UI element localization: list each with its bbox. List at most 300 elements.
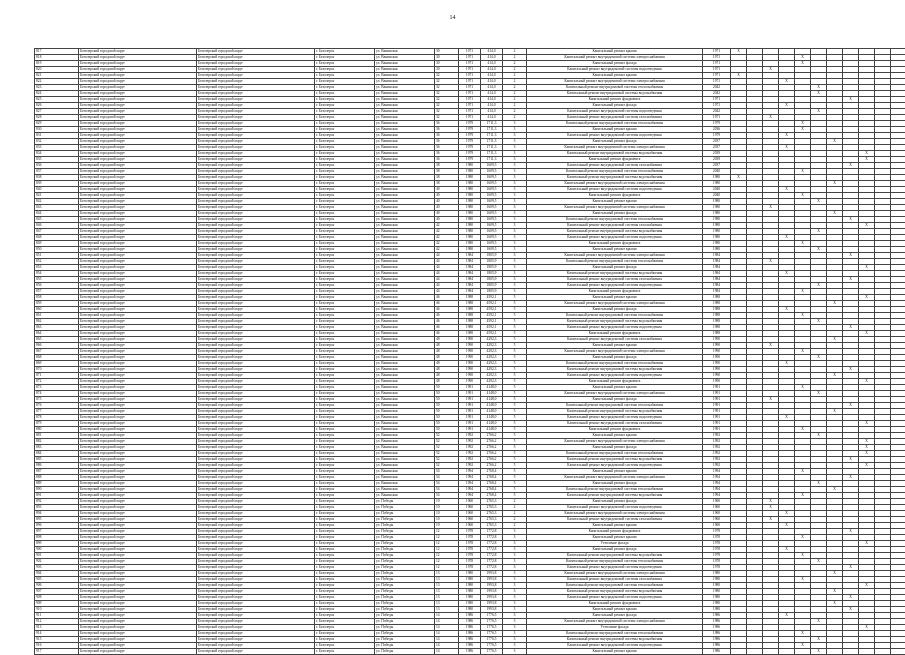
- work-type-cell: Капитальный ремонт внутридомовой системы теплоснабжения: [527, 169, 703, 175]
- work-type-cell: Капитальный ремонт фасада: [527, 211, 703, 217]
- area-cell: 4592,1: [481, 307, 503, 313]
- municipality-cell: Белозерский городской округ: [79, 301, 197, 307]
- work-type-cell: Капитальный ремонт внутридомовой системы водоотведения: [527, 187, 703, 193]
- build-year-cell: 1992: [459, 439, 481, 445]
- mark-cell: X: [843, 475, 859, 481]
- row-number: 845: [35, 217, 79, 223]
- mark-cell: X: [795, 469, 811, 475]
- municipality-cell: Белозерский городской округ: [79, 595, 197, 601]
- row-number: 873: [35, 385, 79, 391]
- repair-year-cell: 1984: [703, 283, 731, 289]
- repair-year-cell: 2042: [703, 91, 731, 97]
- mark-cell: X: [795, 313, 811, 319]
- row-number: 841: [35, 193, 79, 199]
- repair-year-cell: 1978: [703, 529, 731, 535]
- town-cell: г. Белозерск: [315, 121, 375, 127]
- municipality-cell: Белозерский городской округ: [197, 487, 315, 493]
- town-cell: г. Белозерск: [315, 325, 375, 331]
- municipality-cell: Белозерский городской округ: [79, 313, 197, 319]
- floors-cell: 3: [503, 535, 527, 541]
- work-type-cell: Капитальный ремонт внутридомовой системы водоснабжения: [527, 91, 703, 97]
- town-cell: г. Белозерск: [315, 241, 375, 247]
- street-cell: ул. Ванинская: [375, 187, 435, 193]
- mark-cell: X: [827, 409, 843, 415]
- floors-cell: 2: [503, 97, 527, 103]
- build-year-cell: 1994: [459, 469, 481, 475]
- mark-cell: [731, 649, 747, 655]
- floors-cell: 5: [503, 487, 527, 493]
- repair-year-cell: 1980: [703, 601, 731, 607]
- row-number: 839: [35, 181, 79, 187]
- mark-cell: X: [779, 103, 795, 109]
- area-cell: 1993,8: [481, 583, 503, 589]
- build-year-cell: 1992: [459, 433, 481, 439]
- house-number-cell: 10: [435, 505, 459, 511]
- town-cell: г. Белозерск: [315, 409, 375, 415]
- repair-year-cell: 1960: [703, 499, 731, 505]
- floors-cell: 5: [503, 343, 527, 349]
- repair-year-cell: 1980: [703, 181, 731, 187]
- mark-cell: X: [795, 427, 811, 433]
- floors-cell: 5: [503, 319, 527, 325]
- work-type-cell: Капитальный ремонт крыши: [527, 247, 703, 253]
- municipality-cell: Белозерский городской округ: [79, 631, 197, 637]
- build-year-cell: 1979: [459, 121, 481, 127]
- work-type-cell: Капитальный ремонт внутридомовой системы теплоснабжения: [527, 217, 703, 223]
- build-year-cell: 1992: [459, 445, 481, 451]
- street-cell: ул. Ванинская: [375, 331, 435, 337]
- work-type-cell: Капитальный ремонт внутридомовой системы электроснабжения: [527, 145, 703, 151]
- town-cell: г. Белозерск: [315, 505, 375, 511]
- municipality-cell: Белозерский городской округ: [79, 505, 197, 511]
- street-cell: ул. Ванинская: [375, 373, 435, 379]
- municipality-cell: Белозерский городской округ: [79, 547, 197, 553]
- build-year-cell: 1971: [459, 79, 481, 85]
- mark-cell: X: [843, 97, 859, 103]
- work-type-cell: Капитальный ремонт внутридомовой системы водоотведения: [527, 67, 703, 73]
- area-cell: 4592,1: [481, 331, 503, 337]
- house-number-cell: 50: [435, 415, 459, 421]
- work-type-cell: Капитальный ремонт внутридомовой системы водоотведения: [527, 373, 703, 379]
- build-year-cell: 1979: [459, 127, 481, 133]
- house-number-cell: 50: [435, 391, 459, 397]
- floors-cell: 3: [503, 133, 527, 139]
- municipality-cell: Белозерский городской округ: [79, 115, 197, 121]
- house-number-cell: 50: [435, 397, 459, 403]
- municipality-cell: Белозерский городской округ: [197, 499, 315, 505]
- repair-year-cell: 1980: [703, 595, 731, 601]
- repair-year-cell: 2042: [703, 109, 731, 115]
- municipality-cell: Белозерский городской округ: [197, 229, 315, 235]
- house-number-cell: 48: [435, 361, 459, 367]
- floors-cell: 5: [503, 373, 527, 379]
- repair-year-cell: 1991: [703, 421, 731, 427]
- build-year-cell: 1984: [459, 265, 481, 271]
- work-type-cell: Капитальный ремонт внутридомовой системы водоснабжения: [527, 229, 703, 235]
- area-cell: 1776,5: [481, 619, 503, 625]
- repair-year-cell: 1990: [703, 355, 731, 361]
- work-type-cell: Капитальный ремонт внутридомовой системы водоснабжения: [527, 367, 703, 373]
- street-cell: ул. Победы: [375, 649, 435, 655]
- municipality-cell: Белозерский городской округ: [197, 241, 315, 247]
- row-number: 835: [35, 157, 79, 163]
- house-number-cell: 54: [435, 481, 459, 487]
- municipality-cell: Белозерский городской округ: [197, 631, 315, 637]
- floors-cell: 5: [503, 409, 527, 415]
- row-number: 858: [35, 295, 79, 301]
- mark-cell: X: [811, 355, 827, 361]
- floors-cell: 5: [503, 313, 527, 319]
- municipality-cell: Белозерский городской округ: [79, 499, 197, 505]
- street-cell: ул. Ванинская: [375, 337, 435, 343]
- street-cell: ул. Ванинская: [375, 313, 435, 319]
- build-year-cell: 1990: [459, 373, 481, 379]
- repair-year-cell: 2040: [703, 187, 731, 193]
- build-year-cell: 1994: [459, 493, 481, 499]
- municipality-cell: Белозерский городской округ: [79, 481, 197, 487]
- floors-cell: 3: [503, 157, 527, 163]
- row-number: 820: [35, 67, 79, 73]
- municipality-cell: Белозерский городской округ: [197, 199, 315, 205]
- repair-year-cell: 1980: [703, 199, 731, 205]
- town-cell: г. Белозерск: [315, 343, 375, 349]
- floors-cell: 2: [503, 115, 527, 121]
- municipality-cell: Белозерский городской округ: [79, 205, 197, 211]
- floors-cell: 5: [503, 403, 527, 409]
- municipality-cell: Белозерский городской округ: [197, 115, 315, 121]
- mark-cell: X: [811, 229, 827, 235]
- area-cell: 2768,4: [481, 475, 503, 481]
- repair-year-cell: 1980: [703, 577, 731, 583]
- town-cell: г. Белозерск: [315, 601, 375, 607]
- build-year-cell: 1994: [459, 481, 481, 487]
- municipality-cell: Белозерский городской округ: [79, 109, 197, 115]
- floors-cell: 5: [503, 493, 527, 499]
- municipality-cell: Белозерский городской округ: [197, 649, 315, 655]
- build-year-cell: 1978: [459, 559, 481, 565]
- repair-year-cell: 1984: [703, 289, 731, 295]
- row-number: 864: [35, 331, 79, 337]
- street-cell: ул. Ванинская: [375, 385, 435, 391]
- house-number-cell: 38: [435, 181, 459, 187]
- mark-cell: X: [795, 385, 811, 391]
- mark-cell: X: [859, 445, 875, 451]
- town-cell: г. Белозерск: [315, 79, 375, 85]
- row-number: 843: [35, 205, 79, 211]
- town-cell: г. Белозерск: [315, 295, 375, 301]
- row-number: 901: [35, 553, 79, 559]
- work-type-cell: Капитальный ремонт фундамента: [527, 379, 703, 385]
- municipality-cell: Белозерский городской округ: [79, 397, 197, 403]
- mark-cell: X: [811, 559, 827, 565]
- street-cell: ул. Победы: [375, 517, 435, 523]
- area-cell: 1609,5: [481, 211, 503, 217]
- street-cell: ул. Ванинская: [375, 115, 435, 121]
- mark-cell: X: [795, 289, 811, 295]
- row-number: 880: [35, 427, 79, 433]
- repair-year-cell: 1994: [703, 469, 731, 475]
- house-number-cell: 52: [435, 463, 459, 469]
- mark-cell: X: [795, 121, 811, 127]
- build-year-cell: 1988: [459, 295, 481, 301]
- municipality-cell: Белозерский городской округ: [197, 157, 315, 163]
- row-number: 831: [35, 133, 79, 139]
- street-cell: ул. Ванинская: [375, 283, 435, 289]
- house-number-cell: 12: [435, 559, 459, 565]
- row-number: 837: [35, 169, 79, 175]
- work-type-cell: Капитальный ремонт внутридомовой системы водоотведения: [527, 133, 703, 139]
- table-row: [35, 649, 905, 655]
- mark-cell: X: [811, 433, 827, 439]
- build-year-cell: 1971: [459, 91, 481, 97]
- mark-cell: X: [763, 343, 779, 349]
- municipality-cell: Белозерский городской округ: [79, 541, 197, 547]
- row-number: 874: [35, 391, 79, 397]
- repair-year-cell: 1990: [703, 367, 731, 373]
- house-number-cell: 46: [435, 307, 459, 313]
- municipality-cell: Белозерский городской округ: [79, 157, 197, 163]
- municipality-cell: Белозерский городской округ: [197, 505, 315, 511]
- municipality-cell: Белозерский городской округ: [197, 517, 315, 523]
- work-type-cell: Капитальный ремонт внутридомовой системы водоснабжения: [527, 493, 703, 499]
- build-year-cell: 1979: [459, 151, 481, 157]
- area-cell: 4292,3: [481, 361, 503, 367]
- work-type-cell: Капитальный ремонт крыши: [527, 649, 703, 655]
- floors-cell: 5: [503, 301, 527, 307]
- municipality-cell: Белозерский городской округ: [79, 607, 197, 613]
- municipality-cell: Белозерский городской округ: [79, 379, 197, 385]
- repair-year-cell: 1991: [703, 391, 731, 397]
- street-cell: ул. Ванинская: [375, 379, 435, 385]
- row-number: 877: [35, 409, 79, 415]
- floors-cell: 2: [503, 91, 527, 97]
- street-cell: ул. Ванинская: [375, 427, 435, 433]
- work-type-cell: Капитальный ремонт внутридомовой системы газоснабжения: [527, 277, 703, 283]
- row-number: 894: [35, 511, 79, 517]
- repair-year-cell: 1986: [703, 643, 731, 649]
- repair-year-cell: 1988: [703, 319, 731, 325]
- build-year-cell: 1991: [459, 415, 481, 421]
- row-number: 884: [35, 451, 79, 457]
- repair-year-cell: 2040: [703, 193, 731, 199]
- work-type-cell: Капитальный ремонт фундамента: [527, 529, 703, 535]
- town-cell: г. Белозерск: [315, 253, 375, 259]
- row-number: 888: [35, 475, 79, 481]
- area-cell: 1609,5: [481, 241, 503, 247]
- floors-cell: 2: [503, 103, 527, 109]
- town-cell: г. Белозерск: [315, 337, 375, 343]
- street-cell: ул. Ванинская: [375, 61, 435, 67]
- build-year-cell: 1991: [459, 409, 481, 415]
- floors-cell: 3: [503, 643, 527, 649]
- build-year-cell: 1986: [459, 643, 481, 649]
- house-number-cell: 40: [435, 199, 459, 205]
- work-type-cell: Капитальный ремонт крыши: [527, 535, 703, 541]
- floors-cell: 3: [503, 187, 527, 193]
- work-type-cell: Капитальный ремонт внутридомовой системы газоснабжения: [527, 223, 703, 229]
- work-type-cell: Капитальный ремонт внутридомовой системы теплоснабжения: [527, 121, 703, 127]
- floors-cell: 3: [503, 265, 527, 271]
- build-year-cell: 1978: [459, 535, 481, 541]
- row-number: 865: [35, 337, 79, 343]
- town-cell: г. Белозерск: [315, 55, 375, 61]
- house-number-cell: 46: [435, 301, 459, 307]
- mark-cell: X: [731, 73, 747, 79]
- mark-cell: X: [811, 91, 827, 97]
- house-number-cell: 42: [435, 241, 459, 247]
- area-cell: 2766,2: [481, 463, 503, 469]
- mark-cell: X: [779, 523, 795, 529]
- municipality-cell: Белозерский городской округ: [79, 349, 197, 355]
- row-number: 895: [35, 517, 79, 523]
- area-cell: 414,0: [481, 115, 503, 121]
- mark-cell: X: [779, 547, 795, 553]
- work-type-cell: Утепление фасада: [527, 625, 703, 631]
- build-year-cell: 1971: [459, 49, 481, 55]
- build-year-cell: 1971: [459, 109, 481, 115]
- mark-cell: X: [811, 319, 827, 325]
- street-cell: ул. Ванинская: [375, 91, 435, 97]
- municipality-cell: Белозерский городской округ: [197, 301, 315, 307]
- mark-cell: X: [843, 565, 859, 571]
- floors-cell: 3: [503, 175, 527, 181]
- municipality-cell: Белозерский городской округ: [79, 475, 197, 481]
- build-year-cell: 1992: [459, 451, 481, 457]
- town-cell: г. Белозерск: [315, 493, 375, 499]
- mark-cell: X: [827, 487, 843, 493]
- build-year-cell: 1984: [459, 289, 481, 295]
- repair-year-cell: 1980: [703, 607, 731, 613]
- area-cell: 1609,5: [481, 163, 503, 169]
- row-number: 883: [35, 445, 79, 451]
- repair-year-cell: 1980: [703, 247, 731, 253]
- municipality-cell: Белозерский городской округ: [79, 73, 197, 79]
- repair-year-cell: 1971: [703, 67, 731, 73]
- municipality-cell: Белозерский городской округ: [79, 403, 197, 409]
- street-cell: ул. Ванинская: [375, 235, 435, 241]
- floors-cell: 3: [503, 271, 527, 277]
- row-number: 892: [35, 499, 79, 505]
- repair-year-cell: 1960: [703, 523, 731, 529]
- municipality-cell: Белозерский городской округ: [197, 577, 315, 583]
- work-type-cell: Капитальный ремонт внутридомовой системы теплоснабжения: [527, 559, 703, 565]
- street-cell: ул. Победы: [375, 535, 435, 541]
- repair-year-cell: 1990: [703, 361, 731, 367]
- municipality-cell: Белозерский городской округ: [197, 277, 315, 283]
- town-cell: г. Белозерск: [315, 403, 375, 409]
- municipality-cell: Белозерский городской округ: [79, 367, 197, 373]
- house-number-cell: 40: [435, 217, 459, 223]
- work-type-cell: Капитальный ремонт внутридомовой системы газоснабжения: [527, 115, 703, 121]
- street-cell: ул. Ванинская: [375, 109, 435, 115]
- row-number: 870: [35, 367, 79, 373]
- town-cell: г. Белозерск: [315, 313, 375, 319]
- mark-cell: X: [843, 607, 859, 613]
- repair-year-cell: 1988: [703, 331, 731, 337]
- street-cell: ул. Ванинская: [375, 307, 435, 313]
- municipality-cell: Белозерский городской округ: [79, 319, 197, 325]
- house-number-cell: 52: [435, 433, 459, 439]
- municipality-cell: Белозерский городской округ: [197, 169, 315, 175]
- repair-year-cell: 1990: [703, 379, 731, 385]
- street-cell: ул. Ванинская: [375, 121, 435, 127]
- house-number-cell: 32: [435, 115, 459, 121]
- floors-cell: 2: [503, 523, 527, 529]
- build-year-cell: 1988: [459, 319, 481, 325]
- mark-cell: X: [763, 505, 779, 511]
- area-cell: 1772,8: [481, 541, 503, 547]
- street-cell: ул. Ванинская: [375, 445, 435, 451]
- repair-year-cell: 2036: [703, 127, 731, 133]
- repair-year-cell: 1988: [703, 307, 731, 313]
- town-cell: г. Белозерск: [315, 355, 375, 361]
- build-year-cell: 1980: [459, 181, 481, 187]
- row-number: 899: [35, 541, 79, 547]
- floors-cell: 5: [503, 475, 527, 481]
- work-type-cell: Капитальный ремонт внутридомовой системы электроснабжения: [527, 619, 703, 625]
- street-cell: ул. Ванинская: [375, 247, 435, 253]
- repair-year-cell: 1980: [703, 235, 731, 241]
- town-cell: г. Белозерск: [315, 145, 375, 151]
- mark-cell: X: [843, 529, 859, 535]
- municipality-cell: Белозерский городской округ: [79, 463, 197, 469]
- town-cell: г. Белозерск: [315, 463, 375, 469]
- row-number: 818: [35, 55, 79, 61]
- floors-cell: 2: [503, 505, 527, 511]
- build-year-cell: 1980: [459, 601, 481, 607]
- street-cell: ул. Ванинская: [375, 487, 435, 493]
- municipality-cell: Белозерский городской округ: [79, 487, 197, 493]
- build-year-cell: 1971: [459, 67, 481, 73]
- repair-year-cell: 1971: [703, 115, 731, 121]
- work-type-cell: Капитальный ремонт фундамента: [527, 193, 703, 199]
- town-cell: г. Белозерск: [315, 91, 375, 97]
- street-cell: ул. Победы: [375, 577, 435, 583]
- row-number: 847: [35, 229, 79, 235]
- municipality-cell: Белозерский городской округ: [197, 409, 315, 415]
- town-cell: г. Белозерск: [315, 193, 375, 199]
- town-cell: г. Белозерск: [315, 637, 375, 643]
- street-cell: ул. Победы: [375, 589, 435, 595]
- town-cell: г. Белозерск: [315, 181, 375, 187]
- town-cell: г. Белозерск: [315, 433, 375, 439]
- municipality-cell: Белозерский городской округ: [197, 247, 315, 253]
- municipality-cell: Белозерский городской округ: [197, 73, 315, 79]
- work-type-cell: Капитальный ремонт внутридомовой системы электроснабжения: [527, 79, 703, 85]
- area-cell: 1776,5: [481, 649, 503, 655]
- town-cell: г. Белозерск: [315, 469, 375, 475]
- area-cell: 4148,0: [481, 415, 503, 421]
- mark-cell: X: [795, 553, 811, 559]
- work-type-cell: Капитальный ремонт крыши: [527, 385, 703, 391]
- row-number: 828: [35, 115, 79, 121]
- municipality-cell: Белозерский городской округ: [197, 271, 315, 277]
- row-number: 871: [35, 373, 79, 379]
- street-cell: ул. Ванинская: [375, 73, 435, 79]
- house-number-cell: 46: [435, 295, 459, 301]
- area-cell: 1772,8: [481, 529, 503, 535]
- work-type-cell: Капитальный ремонт крыши: [527, 295, 703, 301]
- mark-cell: X: [827, 601, 843, 607]
- municipality-cell: Белозерский городской округ: [79, 289, 197, 295]
- house-number-cell: 12: [435, 541, 459, 547]
- floors-cell: 3: [503, 151, 527, 157]
- municipality-cell: Белозерский городской округ: [197, 481, 315, 487]
- town-cell: г. Белозерск: [315, 163, 375, 169]
- municipality-cell: Белозерский городской округ: [79, 529, 197, 535]
- municipality-cell: Белозерский городской округ: [79, 385, 197, 391]
- row-number: 879: [35, 421, 79, 427]
